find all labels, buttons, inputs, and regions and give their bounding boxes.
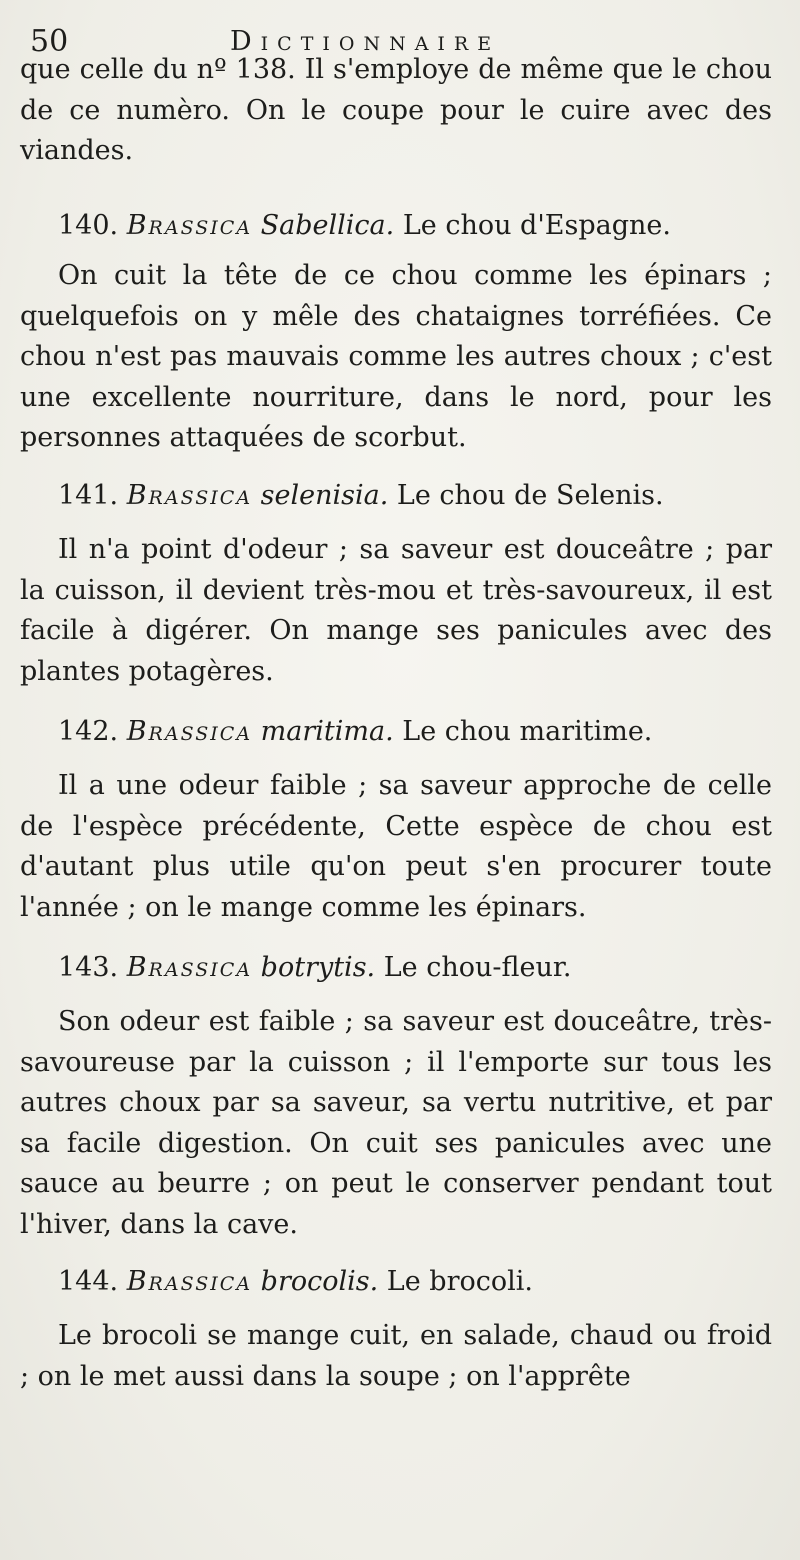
entry-number: 142. (58, 716, 119, 747)
entry-142 (58, 712, 772, 752)
entry-species: Sabellica. (260, 210, 395, 241)
entry-143 (58, 948, 772, 988)
entry-common-name: Le chou de Selenis. (396, 480, 664, 511)
entry-genus: Brassica (126, 1266, 253, 1297)
running-title: Dictionnaire (230, 26, 501, 57)
entry-species: brocolis. (260, 1266, 379, 1297)
entry-144 (58, 1262, 772, 1302)
entry-141 (58, 476, 772, 516)
paragraph-142: Il a une odeur faible ; sa saveur approche de celle de l'espèce précédente, Cette espèce de chou est d'autant plus utile qu'on peut s'en procurer toute l'année ; on le mange comme les épinars. (20, 770, 772, 923)
entry-species: maritima. (260, 716, 394, 747)
entry-genus: Brassica (126, 480, 253, 511)
entry-140 (58, 206, 772, 246)
entry-number: 144. (58, 1266, 119, 1297)
entry-genus: Brassica (126, 952, 253, 983)
paragraph-continued: que celle du nº 138. Il s'employe de même que le chou de ce numèro. On le coupe pour le cuire avec des viandes. (20, 54, 772, 166)
paragraph-144: Le brocoli se mange cuit, en salade, chaud ou froid ; on le met aussi dans la soupe ; on l'apprête (20, 1320, 772, 1392)
entry-number: 141. (58, 480, 119, 511)
entry-number: 140. (58, 210, 119, 241)
entry-common-name: Le chou d'Espagne. (402, 210, 671, 241)
page-number: 50 (30, 24, 69, 59)
entry-common-name: Le brocoli. (386, 1266, 533, 1297)
entry-common-name: Le chou-fleur. (383, 952, 572, 983)
entry-number: 143. (58, 952, 119, 983)
entry-genus: Brassica (126, 210, 253, 241)
entry-common-name: Le chou maritime. (402, 716, 653, 747)
entry-species: botrytis. (260, 952, 376, 983)
paragraph-140: On cuit la tête de ce chou comme les épinars ; quelquefois on y mêle des chataignes torréfiées. Ce chou n'est pas mauvais comme les autres choux ; c'est une excellente nourriture, dans le nord, pour les personnes attaquées de scorbut. (20, 260, 772, 453)
entry-species: selenisia. (260, 480, 389, 511)
paragraph-143: Son odeur est faible ; sa saveur est douceâtre, très-savoureuse par la cuisson ; il l'emporte sur tous les autres choux par sa saveur, sa vertu nutritive, et par sa facile digestion. On cuit ses panicules avec une sauce au beurre ; on peut le conserver pendant tout l'hiver, dans la cave. (20, 1006, 772, 1240)
entry-genus: Brassica (126, 716, 253, 747)
paragraph-141: Il n'a point d'odeur ; sa saveur est douceâtre ; par la cuisson, il devient très-mou et très-savoureux, il est facile à digérer. On mange ses panicules avec des plantes potagères. (20, 534, 772, 687)
